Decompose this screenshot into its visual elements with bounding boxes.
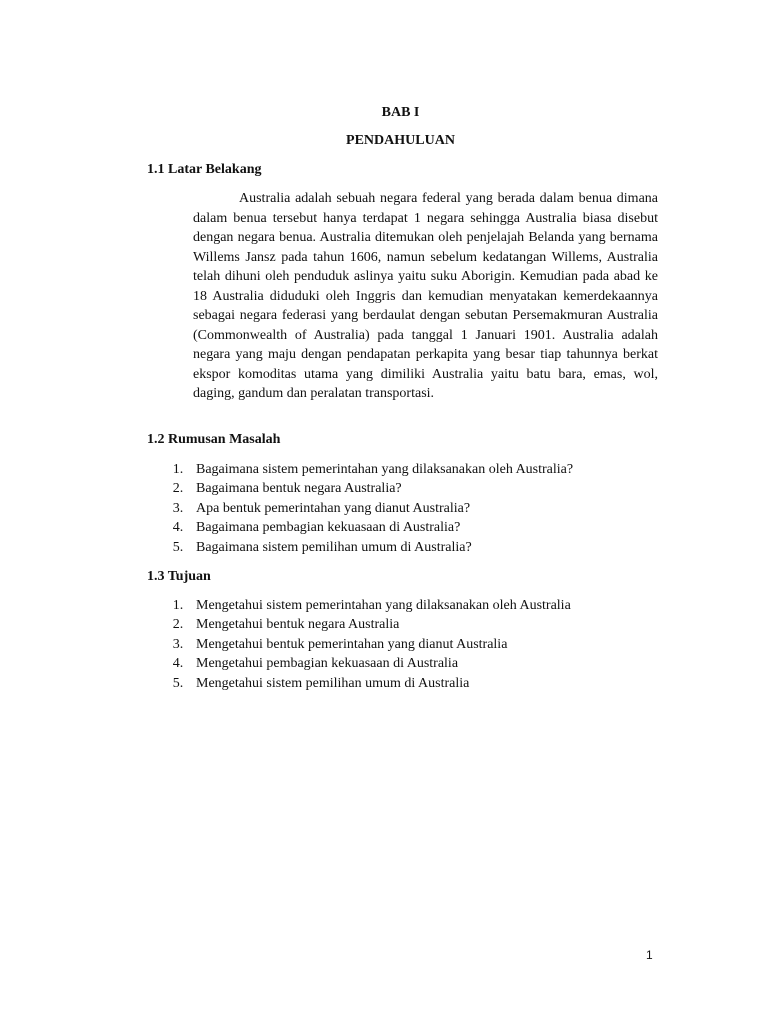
list-item <box>160 460 573 479</box>
list-item <box>160 615 571 634</box>
list-item <box>160 635 571 654</box>
list-item-number: 1. <box>172 462 184 477</box>
list-item-text: Mengetahui sistem pemerintahan yang dilaksanakan oleh Australia <box>196 598 571 613</box>
list-item-text: Bagaimana sistem pemilihan umum di Australia? <box>196 539 472 555</box>
list-item-text: Mengetahui sistem pemilihan umum di Australia <box>196 675 470 691</box>
list-item <box>160 499 573 518</box>
list-item-text: Bagaimana pembagian kekuasaan di Australia? <box>196 520 461 536</box>
list-item <box>160 654 571 673</box>
list-item <box>160 538 573 557</box>
page-number: 1 <box>646 948 653 962</box>
latar-belakang-paragraph: Australia adalah sebuah negara federal yang berada dalam benua dimana dalam benua tersebut hanya terdapat 1 negara sehingga Australia biasa disebut dengan negara benua. Australia ditemukan oleh penjelajah Belanda yang bernama Willems Jansz pada tahun 1606, namun sebelum kedatangan Willems, Australia telah dihuni oleh penduduk aslinya yaitu suku Aborigin. Kemudian pada abad ke 18 Australia diduduki oleh Inggris dan kemudian menyatakan kemerdekaannya sebagai negara federasi yang berdaulat dengan sebutan Persemakmuran Australia (Commonwealth of Australia) pada tanggal 1 Januari 1901. Australia adalah negara yang maju dengan pendapatan perkapita yang besar tiap tahunnya berkat ekspor komoditas utama yang dimiliki Australia yaitu batu bara, emas, wol, daging, gandum dan peralatan transportasi. <box>193 191 658 401</box>
list-item-text: Mengetahui bentuk negara Australia <box>196 617 400 633</box>
list-item <box>160 479 573 498</box>
section-heading-tujuan: 1.3 Tujuan <box>147 569 211 584</box>
list-item-number: 1. <box>172 598 184 613</box>
list-item-text: Bagaimana sistem pemerintahan yang dilaksanakan oleh Australia? <box>196 462 574 477</box>
list-item-number: 4. <box>172 656 184 672</box>
chapter-title: PENDAHULUAN <box>346 133 455 148</box>
rumusan-masalah-list <box>160 460 573 557</box>
list-item <box>160 674 571 693</box>
list-item-text: Mengetahui bentuk pemerintahan yang dianut Australia <box>196 636 508 652</box>
list-item-number: 5. <box>172 675 184 691</box>
list-item-text: Bagaimana bentuk negara Australia? <box>196 481 402 497</box>
list-item-number: 2. <box>172 617 184 633</box>
list-item-text: Mengetahui pembagian kekuasaan di Australia <box>196 656 459 672</box>
list-item-number: 5. <box>172 539 184 555</box>
tujuan-list <box>160 596 571 693</box>
list-item-text: Apa bentuk pemerintahan yang dianut Australia? <box>196 500 471 516</box>
chapter-number: BAB I <box>381 105 420 120</box>
list-item <box>160 596 571 615</box>
list-item-number: 2. <box>172 481 184 497</box>
list-item-number: 3. <box>172 636 184 652</box>
section-heading-latar-belakang: 1.1 Latar Belakang <box>147 162 262 177</box>
list-item-number: 3. <box>172 500 184 516</box>
section-heading-rumusan-masalah: 1.2 Rumusan Masalah <box>147 432 281 447</box>
list-item-number: 4. <box>172 520 184 536</box>
list-item <box>160 518 573 537</box>
